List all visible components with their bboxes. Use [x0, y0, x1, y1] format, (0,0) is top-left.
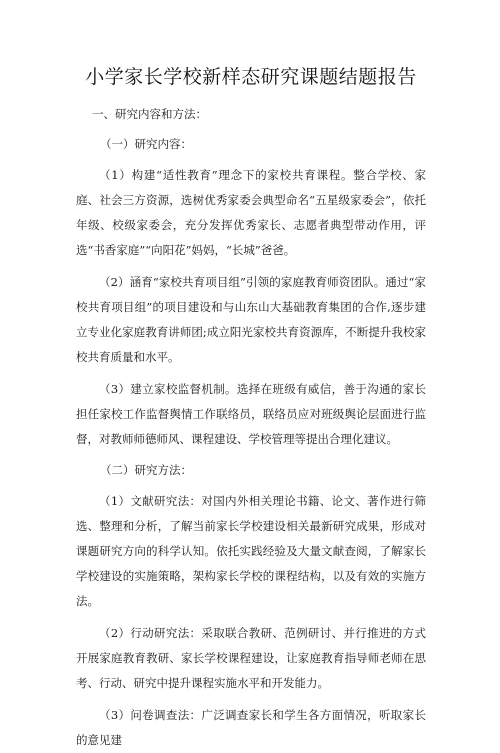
section-heading: 一、研究内容和方法： [92, 107, 207, 121]
method-paragraph-1: （1）文献研究法：对国内外相关理论书籍、论文、著作进行筛选、整理和分析，了解当前家长学校建设相关最新研究成果，形成对课题研究方向的科学认知。依托实践经验及大量文献查阅，了解家长学校建设的实施策略，架构家长学校的课程结构，以及有效的实施方法。 [76, 494, 426, 608]
method-paragraph-3: （3）问卷调查法：广泛调查家长和学生各方面情况，听取家长的意见建 [76, 708, 426, 747]
content-paragraph-3: （3）建立家校监督机制。选择在班级有威信，善于沟通的家长担任家校工作监督舆情工作联络员，联络员应对班级舆论层面进行监督，对教师师德师风、课程建设、学校管理等提出合理化建议。 [76, 382, 426, 446]
content-paragraph-1: （1）构建“适性教育”理念下的家校共育课程。整合学校、家庭、社会三方资源，选树优秀家委会典型命名“五星级家委会”，依托年级、校级家委会，充分发挥优秀家长、志愿者典型带动作用，评选“书香家庭”“向阳花”妈妈，“长城”爸爸。 [76, 168, 426, 257]
subsection-heading-content: （一）研究内容： [100, 137, 192, 151]
document-title: 小学家长学校新样态研究课题结题报告 [85, 66, 417, 88]
content-paragraph-2: （2）涵育“家校共育项目组”引领的家庭教育师资团队。通过“家校共育项目组”的项目建设和与山东山大基础教育集团的合作,逐步建立专业化家庭教育讲师团;成立阳光家校共育资源库，不断提升我校家校共育质量和水平。 [76, 275, 426, 364]
method-paragraph-2: （2）行动研究法：采取联合教研、范例研讨、并行推进的方式开展家庭教育教研、家长学校课程建设，让家庭教育指导师老师在思考、行动、研究中提升课程实施水平和开发能力。 [76, 626, 426, 690]
subsection-heading-methods: （二）研究方法： [100, 463, 192, 477]
